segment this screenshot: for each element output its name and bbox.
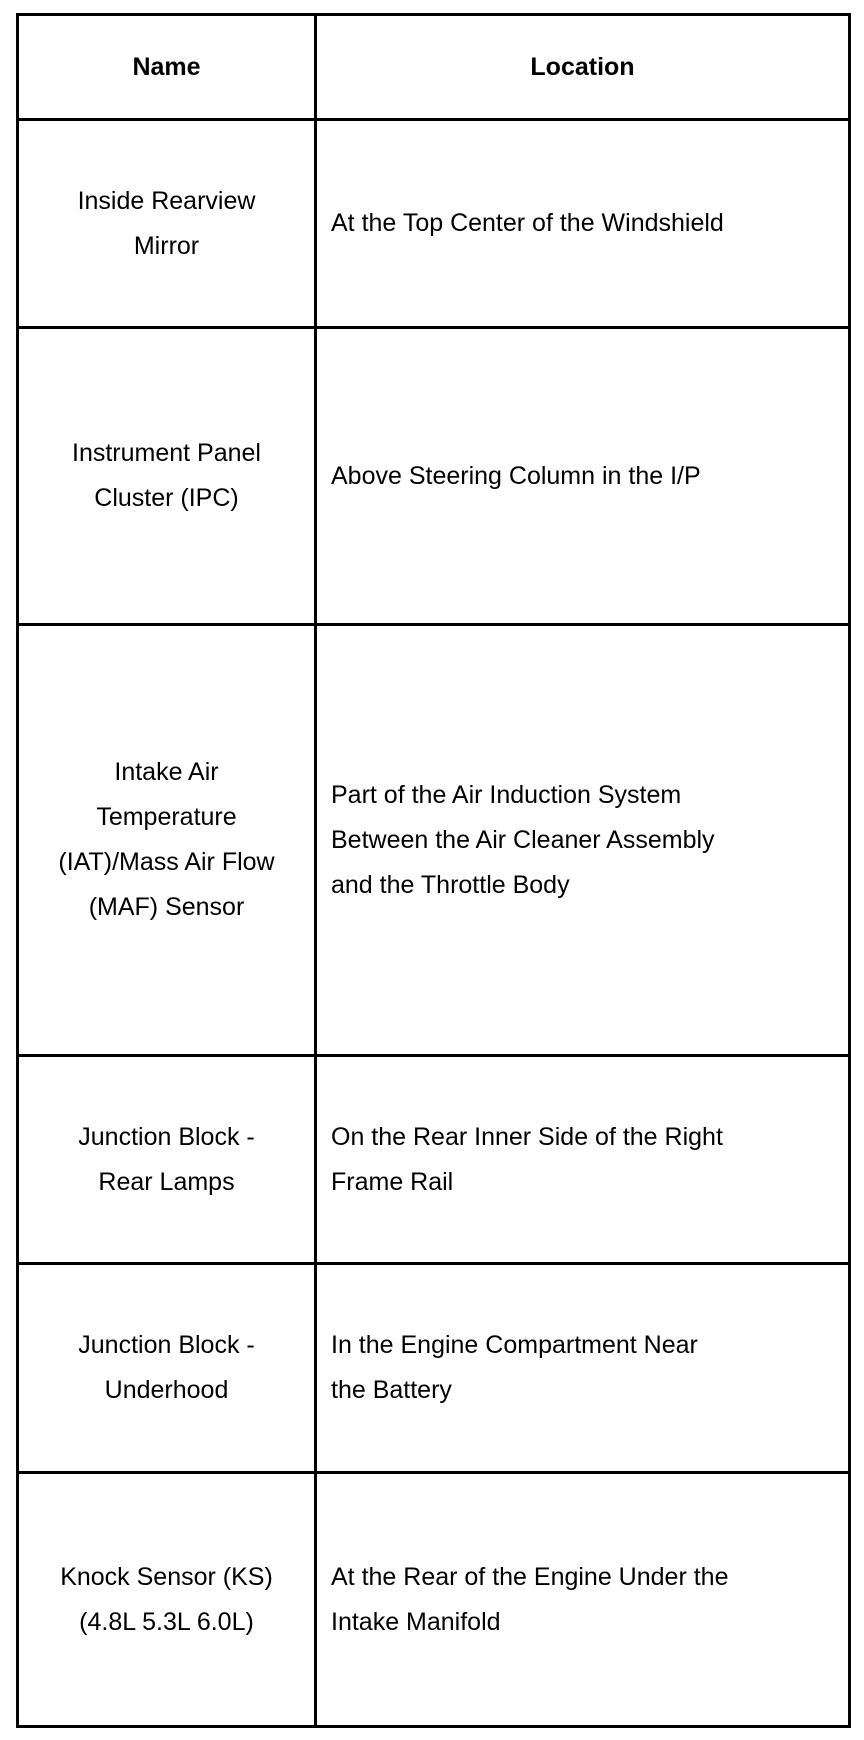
table-row — [18, 625, 850, 1056]
location-cell — [316, 1264, 850, 1473]
location-line: Above Steering Column in the I/P — [331, 461, 701, 490]
table-row — [18, 120, 850, 328]
location-line: Between the Air Cleaner Assembly — [331, 825, 715, 854]
name-line: Instrument Panel — [72, 439, 261, 467]
location-line: the Battery — [331, 1376, 452, 1404]
name-line: Knock Sensor (KS) — [60, 1562, 273, 1591]
name-line: Inside Rearview — [77, 186, 256, 215]
location-line: Intake Manifold — [331, 1607, 501, 1636]
location-line: At the Rear of the Engine Under the — [331, 1562, 729, 1591]
name-cell — [18, 1473, 316, 1727]
location-line: Part of the Air Induction System — [331, 780, 682, 809]
name-cell — [18, 1264, 316, 1473]
name-cell — [18, 328, 316, 625]
name-line: Mirror — [133, 231, 200, 260]
table-header-row — [18, 15, 850, 120]
name-line: (IAT)/Mass Air Flow — [58, 848, 275, 876]
name-line: Rear Lamps — [98, 1167, 235, 1196]
name-line: (4.8L 5.3L 6.0L) — [79, 1607, 254, 1636]
location-cell — [316, 120, 850, 328]
location-line: On the Rear Inner Side of the Right — [331, 1122, 723, 1151]
location-line: At the Top Center of the Windshield — [331, 209, 724, 237]
name-line: (MAF) Sensor — [88, 893, 245, 921]
table-row — [18, 1056, 850, 1264]
name-cell — [18, 120, 316, 328]
table-row — [18, 1473, 850, 1727]
name-cell — [18, 625, 316, 1056]
name-line: Junction Block - — [78, 1331, 255, 1359]
location-cell — [316, 1056, 850, 1264]
location-cell — [316, 1473, 850, 1727]
location-line: Frame Rail — [331, 1167, 454, 1196]
name-line: Cluster (IPC) — [94, 484, 239, 512]
name-line: Junction Block - — [78, 1122, 255, 1151]
header-name: Name — [18, 15, 316, 120]
name-line: Intake Air — [114, 758, 219, 786]
location-line: and the Throttle Body — [331, 870, 570, 899]
location-cell — [316, 625, 850, 1056]
name-line: Underhood — [104, 1376, 229, 1404]
name-cell — [18, 1056, 316, 1264]
component-location-table — [16, 13, 851, 1728]
name-line: Temperature — [96, 803, 237, 831]
location-line: In the Engine Compartment Near — [331, 1331, 698, 1359]
table-row — [18, 328, 850, 625]
location-cell — [316, 328, 850, 625]
header-location: Location — [316, 15, 850, 120]
table-row — [18, 1264, 850, 1473]
